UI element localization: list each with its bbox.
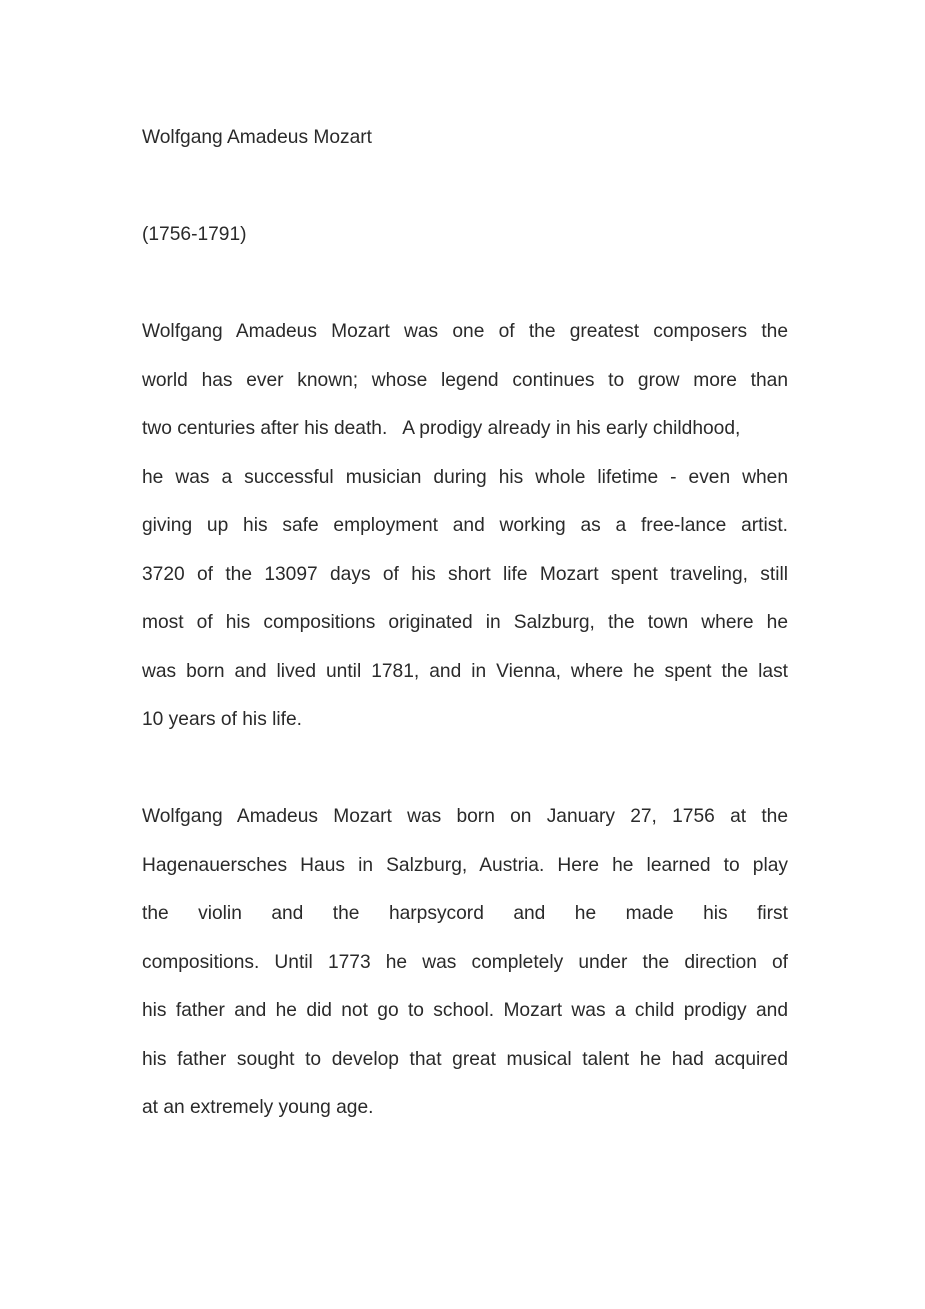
paragraph-line: 10 years of his life. [142,709,302,730]
paragraph-line: his father and he did not go to school. Mozart was a child prodigy and [142,1000,788,1021]
document-title: Wolfgang Amadeus Mozart [142,127,373,148]
paragraph-line: compositions. Until 1773 he was completely under the direction of [142,951,788,973]
paragraph-line: he was a successful musician during his whole lifetime - even when [142,466,788,488]
document-dates: (1756-1791) [142,224,247,245]
paragraph-line: two centuries after his death. A prodigy already in his early childhood, [142,418,741,439]
document-body [142,114,788,1181]
paragraph-line: giving up his safe employment and working as a free-lance artist. [142,515,788,536]
paragraph-1 [142,308,788,745]
paragraph-line: Wolfgang Amadeus Mozart was born on January 27, 1756 at the [142,806,788,827]
paragraph-line: world has ever known; whose legend continues to grow more than [142,369,788,391]
paragraph-line: most of his compositions originated in Salzburg, the town where he [142,612,788,633]
paragraph-line: 3720 of the 13097 days of his short life Mozart spent traveling, still [142,563,788,585]
paragraph-line: Wolfgang Amadeus Mozart was one of the greatest composers the [142,321,788,342]
paragraph-line: the violin and the harpsycord and he made his first [142,903,788,924]
paragraph-line: at an extremely young age. [142,1097,374,1118]
paragraph-line: was born and lived until 1781, and in Vienna, where he spent the last [142,660,788,682]
paragraph-2 [142,793,788,1133]
paragraph-line: his father sought to develop that great musical talent he had acquired [142,1048,788,1070]
paragraph-line: Hagenauersches Haus in Salzburg, Austria. Here he learned to play [142,854,788,876]
